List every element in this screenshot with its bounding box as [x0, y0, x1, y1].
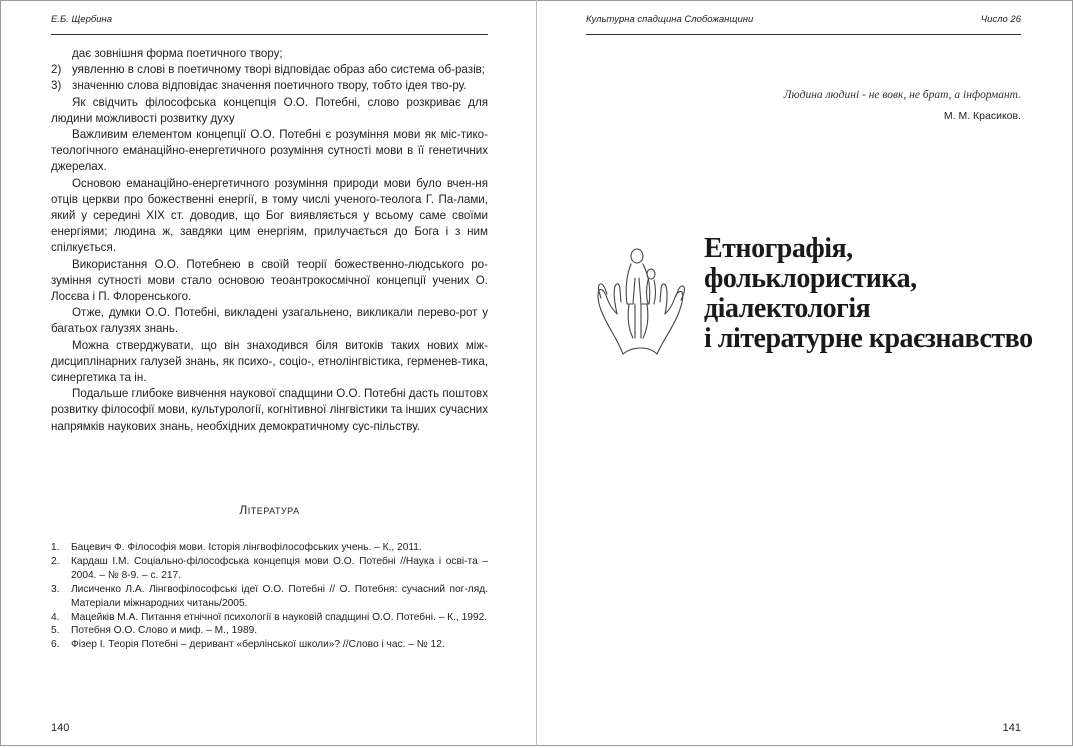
paragraph: Отже, думки О.О. Потебні, викладені узагальнено, викликали перево-рот у багатьох галузях знань. — [51, 306, 488, 336]
reference-number: 6. — [51, 639, 60, 651]
paragraph: Важливим елементом концепції О.О. Потебні є розуміння мови як міс-тико-теологічного еманаційно-енергетичного розуміння сутності мови в її генетичних джерелах. — [51, 128, 488, 174]
numbered-item — [51, 78, 488, 94]
reference-item — [51, 611, 488, 625]
item-number: 2) — [51, 63, 62, 77]
paragraph: Основою еманаційно-енергетичного розуміння природи мови було вчен-ня отців церкви про божественні енергії, в тому числі ученого-теолога Г. Па-лами, який у середині XIX ст. доводив, що Бог виявляється у всьому саме своїми енергіями; людина ж, завдяки цим енергіям, прилучається до Бога і з ним спілкується. — [51, 176, 488, 255]
numbered-item — [51, 62, 488, 78]
page-gutter — [536, 0, 537, 746]
reference-text: Бацевич Ф. Філософія мови. Історія лінгвофілософських учень. – К., 2011. — [71, 542, 422, 553]
reference-text: Лисиченко Л.А. Лінгвофілософські ідеї О.О. Потебні // О. Потебня: сучасний пог-ляд. Матеріали міжнародних читань/2005. — [71, 583, 488, 609]
reference-number: 1. — [51, 542, 60, 553]
item-text: значенню слова відповідає значення поетичного твору, тобто ідея тво-ру. — [72, 79, 467, 93]
section-title-line: Етнографія, — [704, 233, 853, 264]
epigraph: Людина людині - не вовк, не брат, а інформант. — [783, 89, 1021, 101]
reference-number: 2. — [51, 555, 60, 567]
paragraph: Можна стверджувати, що він знаходився біля витоків таких нових між-дисциплінарних галузей знань, як психо-, соціо-, етнолінгвістика, герменев-тика, синергетика та ін. — [51, 338, 488, 385]
literature-heading-initial: Л — [239, 503, 248, 517]
left-running-head: Е.Б. Щербина — [51, 14, 113, 25]
section-title-line: діалектологія — [704, 293, 871, 324]
right-running-head-issue: Число 26 — [980, 14, 1021, 25]
literature-heading-rest: ІТЕРАТУРА — [247, 506, 300, 516]
reference-text: Потебня О.О. Слово и миф. – М., 1989. — [71, 625, 258, 637]
reference-item — [51, 555, 488, 583]
paragraph: Як свідчить філософська концепція О.О. Потебні, слово розкриває для людини можливості розвитку духу — [51, 95, 488, 125]
reference-text: Мацейків М.А. Питання етнічної психології в науковій спадщині О.О. Потебні. – К., 1992. — [71, 611, 488, 623]
reference-text: Кардаш І.М. Соціально-філософська концепція мови О.О. Потебні //Наука і осві-та – 2004. – № 8-9. – с. 217. — [71, 555, 488, 581]
reference-number: 5. — [51, 625, 60, 637]
epigraph-author: М. М. Красиков. — [943, 110, 1021, 122]
reference-item — [51, 541, 488, 555]
reference-item — [51, 624, 488, 638]
paragraph: Використання О.О. Потебнею в своїй теорії божественно-людського ро-зуміння сутності мови стало основою теоантрокосмічної концепції учених О. Лосєва і П. Флоренського. — [51, 257, 488, 304]
literature-heading — [51, 503, 488, 517]
item-text: уявленню в слові в поетичному творі відповідає образ або система об-разів; — [72, 63, 486, 77]
right-page-number: 141 — [1002, 722, 1021, 734]
right-header-rule — [586, 34, 1021, 35]
section-title — [704, 234, 1033, 354]
paragraph: дає зовнішня форма поетичного твору; — [72, 47, 283, 60]
left-body-text — [51, 46, 488, 435]
section-title-line: і літературне краєзнавство — [704, 323, 1033, 354]
reference-number: 4. — [51, 611, 60, 623]
left-page-number: 140 — [51, 722, 70, 734]
item-number: 3) — [51, 79, 62, 93]
reference-list — [51, 541, 488, 652]
reference-text: Фізер І. Теорія Потебні – деривант «берлінської школи»? //Слово і час. – № 12. — [71, 639, 445, 651]
left-header-rule — [51, 34, 488, 35]
hands-emblem-icon — [593, 238, 693, 358]
right-running-head-journal: Культурна спадщина Слобожанщини — [586, 14, 754, 25]
reference-number: 3. — [51, 583, 60, 595]
section-title-line: фольклористика, — [704, 263, 917, 294]
reference-item — [51, 583, 488, 611]
reference-item — [51, 638, 488, 652]
paragraph: Подальше глибоке вивчення наукової спадщини О.О. Потебні дасть поштовх розвитку філософії мови, культурології, когнітивної лінгвістики та інших сучасних напрямків наукових знань, необхідних демократичному сус-пільству. — [51, 387, 488, 433]
